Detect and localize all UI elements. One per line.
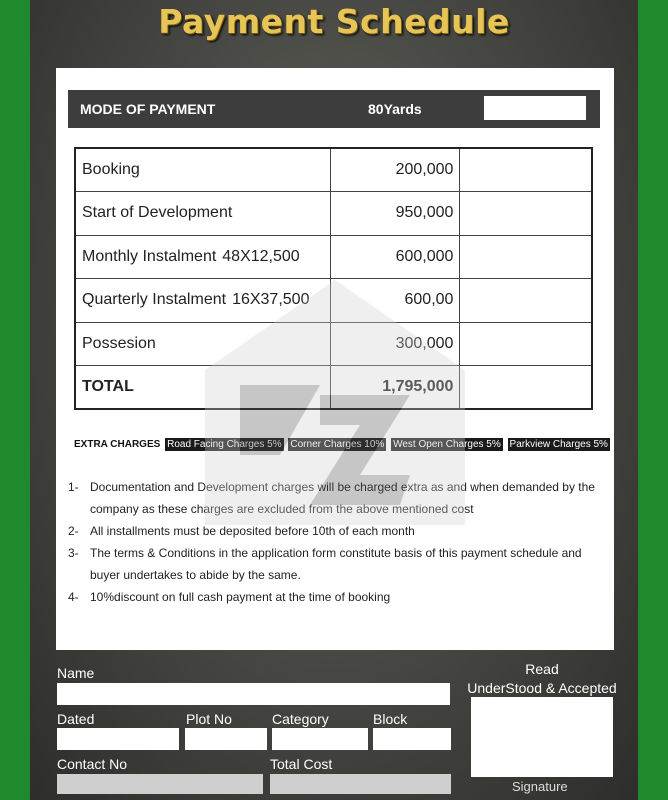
total-cost-label: Total Cost bbox=[270, 756, 333, 772]
blank-cell bbox=[460, 192, 592, 236]
table-row bbox=[75, 148, 592, 192]
item-cell: Monthly Instalment 48X12,500 bbox=[75, 235, 330, 279]
total-row bbox=[75, 366, 592, 410]
block-field[interactable] bbox=[373, 728, 451, 750]
payment-table bbox=[74, 147, 593, 410]
signature-box[interactable] bbox=[471, 697, 613, 777]
block-label: Block bbox=[373, 711, 408, 727]
page-title: Payment Schedule bbox=[158, 2, 510, 41]
amount-cell: 200,000 bbox=[330, 148, 460, 192]
total-label-cell: TOTAL bbox=[75, 366, 330, 410]
extra-charge-chip: Corner Charges 10% bbox=[290, 439, 385, 450]
extra-charges bbox=[74, 438, 610, 451]
category-label: Category bbox=[272, 711, 329, 727]
item-cell: Possesion bbox=[75, 322, 330, 366]
contact-no-label: Contact No bbox=[57, 756, 128, 772]
blank-cell bbox=[460, 322, 592, 366]
total-amount-cell: 1,795,000 bbox=[330, 366, 460, 410]
note-item: 2- All installments must be deposited before 10th of each month bbox=[68, 524, 415, 538]
extra-charge-chip: Parkview Charges 5% bbox=[509, 439, 608, 450]
schedule-card bbox=[56, 68, 614, 650]
item-cell: Quarterly Instalment 16X37,500 bbox=[75, 279, 330, 323]
blank-cell bbox=[460, 148, 592, 192]
note-item: 3- The terms & Conditions in the application form constitute basis of this payment schedule and buyer undertakes to abide by the same. bbox=[68, 546, 582, 582]
table-row bbox=[75, 235, 592, 279]
blank-cell bbox=[460, 235, 592, 279]
extra-charge-chip: West Open Charges 5% bbox=[393, 439, 501, 450]
table-row bbox=[75, 279, 592, 323]
dated-label: Dated bbox=[57, 711, 95, 727]
amount-cell: 300,000 bbox=[330, 322, 460, 366]
contact-no-field[interactable] bbox=[57, 774, 263, 794]
blank-cell bbox=[460, 279, 592, 323]
category-field[interactable] bbox=[272, 728, 368, 750]
item-cell: Start of Development bbox=[75, 192, 330, 236]
mode-of-payment-bar bbox=[68, 90, 600, 128]
item-cell: Booking bbox=[75, 148, 330, 192]
terms-notes bbox=[68, 476, 603, 608]
mode-of-payment-label: MODE OF PAYMENT bbox=[80, 101, 216, 117]
amount-cell: 600,000 bbox=[330, 235, 460, 279]
mode-of-payment-input[interactable] bbox=[484, 96, 586, 120]
name-label: Name bbox=[57, 665, 95, 681]
dated-field[interactable] bbox=[57, 728, 179, 750]
table-row bbox=[75, 322, 592, 366]
instalment-detail: 16X37,500 bbox=[232, 291, 310, 309]
plot-no-label: Plot No bbox=[186, 711, 232, 727]
extra-charges-label: EXTRA CHARGES bbox=[74, 439, 161, 450]
signature-label: Signature bbox=[512, 779, 568, 794]
instalment-detail: 48X12,500 bbox=[222, 247, 300, 265]
extra-charge-chip: Road Facing Charges 5% bbox=[167, 439, 282, 450]
name-field[interactable] bbox=[57, 683, 450, 705]
blank-cell bbox=[460, 366, 592, 410]
table-row bbox=[75, 192, 592, 236]
left-green-border bbox=[0, 0, 30, 800]
right-green-border bbox=[638, 0, 668, 800]
note-item: 1- Documentation and Development charges will be charged extra as and when demanded by the company as these charges are excluded from the above mentioned cost bbox=[68, 480, 595, 516]
note-item: 4- 10%discount on full cash payment at the time of booking bbox=[68, 590, 391, 604]
amount-cell: 600,00 bbox=[330, 279, 460, 323]
plot-no-field[interactable] bbox=[185, 728, 267, 750]
amount-cell: 950,000 bbox=[330, 192, 460, 236]
total-cost-field[interactable] bbox=[270, 774, 451, 794]
plot-size: 80Yards bbox=[368, 101, 422, 117]
read-accepted-label: Read UnderStood & Accepted bbox=[467, 661, 617, 696]
